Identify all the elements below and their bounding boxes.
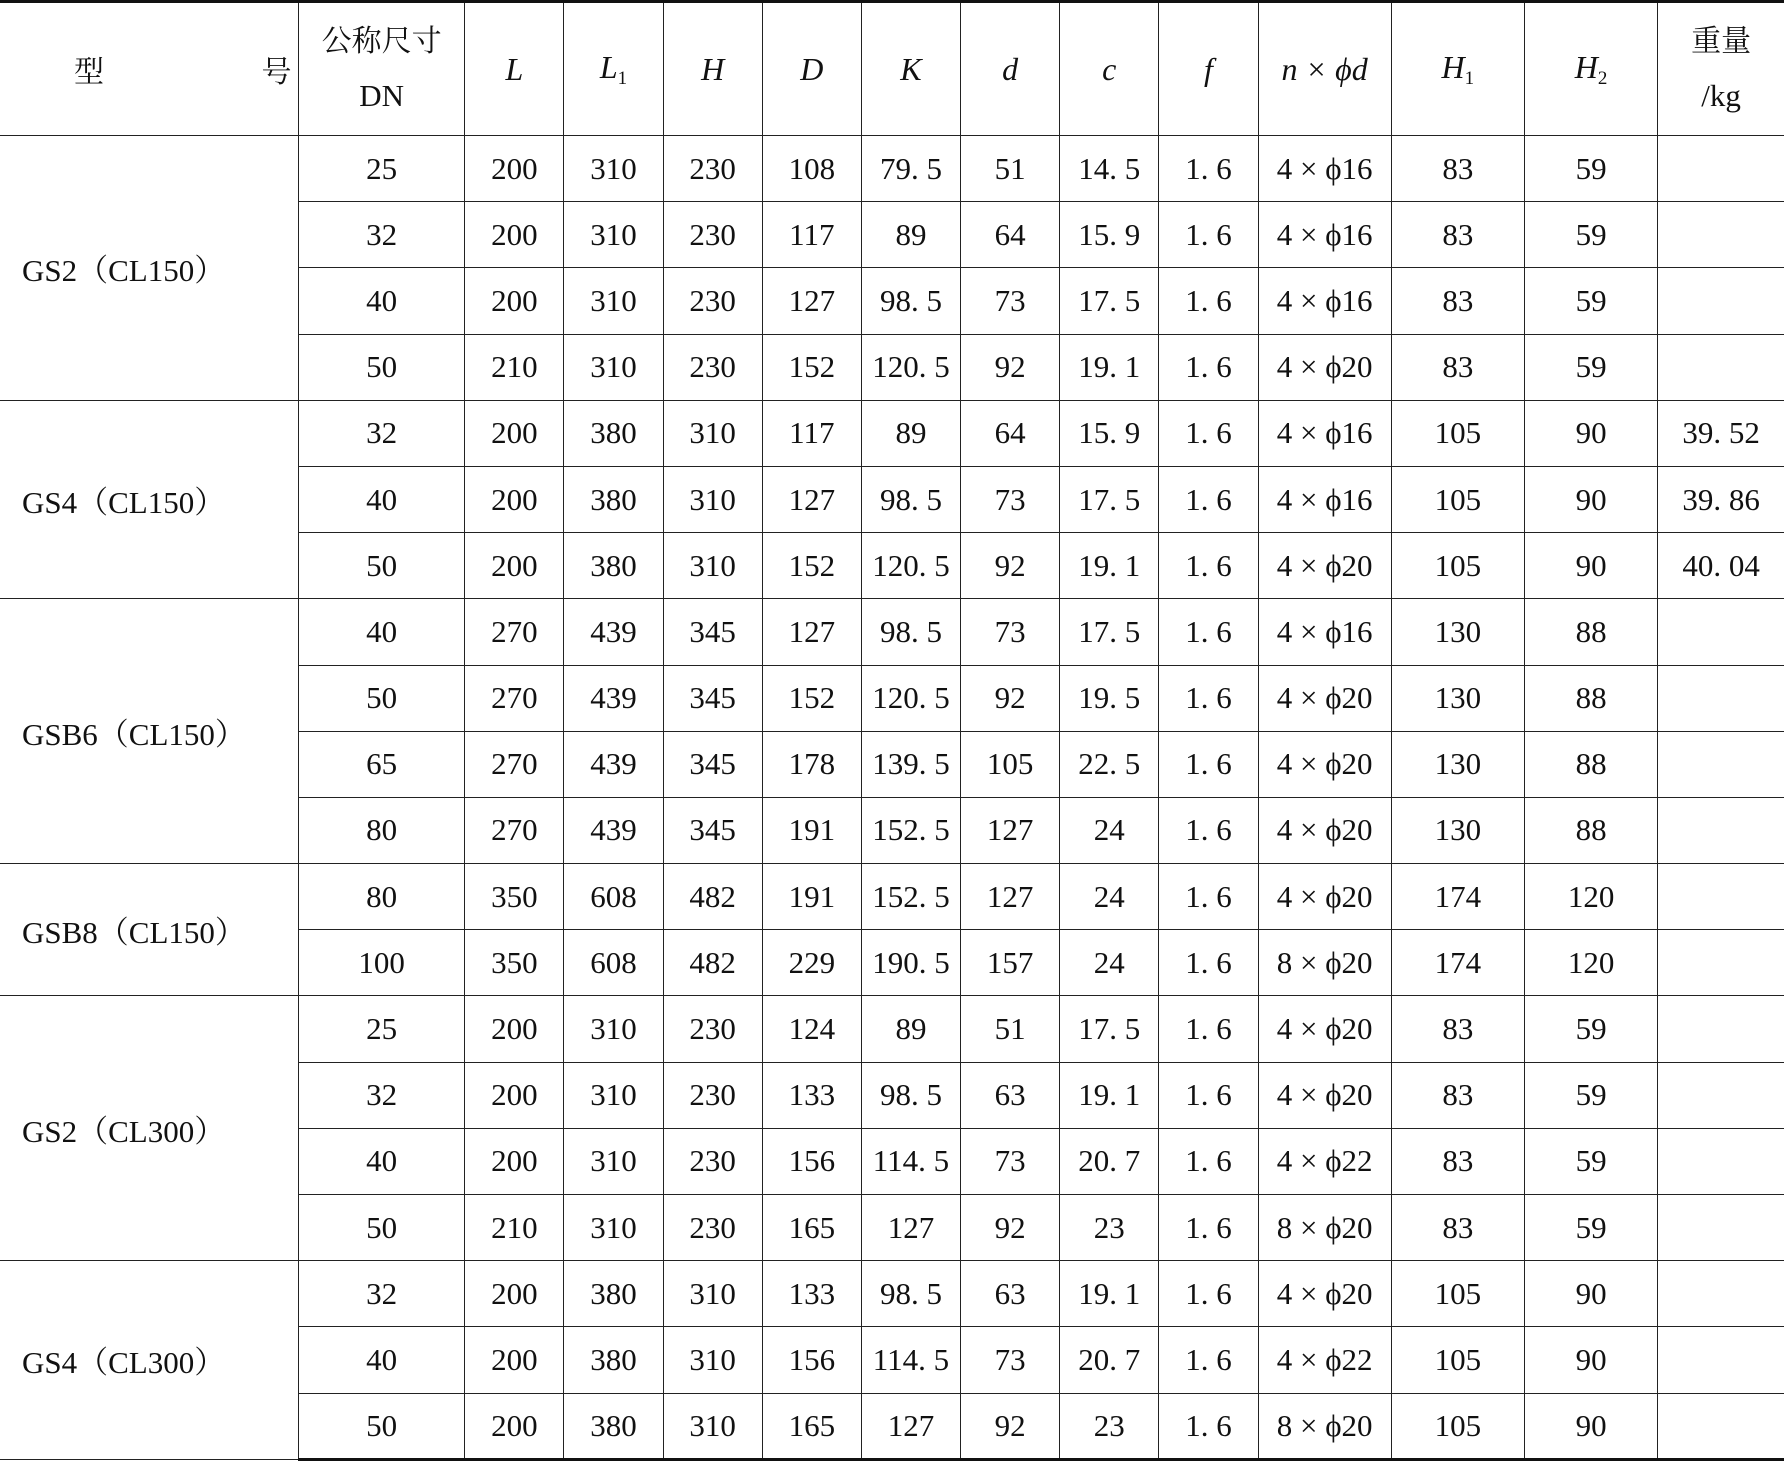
cell-H: 345 xyxy=(663,599,762,665)
header-K: K xyxy=(861,2,960,136)
cell-dn: 80 xyxy=(299,797,465,863)
cell-f: 1. 6 xyxy=(1159,1261,1258,1327)
cell-dn: 32 xyxy=(299,202,465,268)
cell-D: 108 xyxy=(762,136,861,202)
cell-H1: 130 xyxy=(1391,797,1524,863)
cell-H: 310 xyxy=(663,1393,762,1459)
cell-H2: 120 xyxy=(1524,864,1657,930)
table-body xyxy=(0,136,1784,1460)
cell-L: 200 xyxy=(465,1128,564,1194)
header-d: d xyxy=(961,2,1060,136)
cell-H2: 59 xyxy=(1524,202,1657,268)
header-f: f xyxy=(1159,2,1258,136)
cell-d: 51 xyxy=(961,136,1060,202)
cell-D: 133 xyxy=(762,1261,861,1327)
cell-weight xyxy=(1658,1393,1784,1459)
cell-K: 89 xyxy=(861,996,960,1062)
cell-L1: 310 xyxy=(564,268,663,334)
cell-L: 200 xyxy=(465,466,564,532)
cell-f: 1. 6 xyxy=(1159,202,1258,268)
cell-weight xyxy=(1658,665,1784,731)
cell-L: 270 xyxy=(465,599,564,665)
cell-dn: 100 xyxy=(299,930,465,996)
cell-K: 190. 5 xyxy=(861,930,960,996)
cell-bolt-holes: 4 × ϕ20 xyxy=(1258,1062,1391,1128)
cell-L1: 380 xyxy=(564,533,663,599)
cell-d: 92 xyxy=(961,334,1060,400)
cell-L1: 439 xyxy=(564,731,663,797)
cell-c: 23 xyxy=(1060,1393,1159,1459)
cell-bolt-holes: 4 × ϕ16 xyxy=(1258,400,1391,466)
cell-c: 19. 1 xyxy=(1060,334,1159,400)
cell-H2: 88 xyxy=(1524,731,1657,797)
cell-H2: 90 xyxy=(1524,533,1657,599)
cell-D: 117 xyxy=(762,202,861,268)
cell-L1: 439 xyxy=(564,797,663,863)
cell-f: 1. 6 xyxy=(1159,334,1258,400)
cell-D: 156 xyxy=(762,1327,861,1393)
cell-K: 89 xyxy=(861,400,960,466)
cell-dn: 50 xyxy=(299,533,465,599)
cell-L: 200 xyxy=(465,533,564,599)
cell-L1: 380 xyxy=(564,400,663,466)
header-weight xyxy=(1658,2,1784,136)
cell-L: 210 xyxy=(465,334,564,400)
cell-L1: 310 xyxy=(564,334,663,400)
cell-d: 92 xyxy=(961,533,1060,599)
cell-dn: 40 xyxy=(299,466,465,532)
cell-K: 98. 5 xyxy=(861,1062,960,1128)
cell-K: 120. 5 xyxy=(861,665,960,731)
cell-bolt-holes: 8 × ϕ20 xyxy=(1258,1195,1391,1261)
cell-H: 230 xyxy=(663,202,762,268)
cell-H: 230 xyxy=(663,1128,762,1194)
cell-weight xyxy=(1658,1327,1784,1393)
cell-d: 64 xyxy=(961,400,1060,466)
cell-L1: 380 xyxy=(564,1327,663,1393)
model-cell: GS2（CL150） xyxy=(0,136,299,401)
cell-H2: 59 xyxy=(1524,136,1657,202)
cell-c: 17. 5 xyxy=(1060,466,1159,532)
cell-D: 191 xyxy=(762,864,861,930)
cell-H2: 90 xyxy=(1524,400,1657,466)
cell-f: 1. 6 xyxy=(1159,797,1258,863)
cell-f: 1. 6 xyxy=(1159,1327,1258,1393)
cell-H: 230 xyxy=(663,996,762,1062)
cell-f: 1. 6 xyxy=(1159,1062,1258,1128)
cell-bolt-holes: 4 × ϕ20 xyxy=(1258,731,1391,797)
cell-d: 63 xyxy=(961,1261,1060,1327)
cell-H2: 90 xyxy=(1524,466,1657,532)
cell-K: 114. 5 xyxy=(861,1128,960,1194)
cell-K: 139. 5 xyxy=(861,731,960,797)
cell-H2: 59 xyxy=(1524,996,1657,1062)
cell-L1: 380 xyxy=(564,1393,663,1459)
cell-H2: 90 xyxy=(1524,1261,1657,1327)
cell-H: 310 xyxy=(663,533,762,599)
cell-H2: 90 xyxy=(1524,1327,1657,1393)
cell-L1: 380 xyxy=(564,1261,663,1327)
cell-K: 98. 5 xyxy=(861,466,960,532)
cell-H2: 59 xyxy=(1524,1062,1657,1128)
cell-H2: 59 xyxy=(1524,1195,1657,1261)
cell-K: 79. 5 xyxy=(861,136,960,202)
cell-D: 165 xyxy=(762,1393,861,1459)
table-row xyxy=(0,400,1784,466)
header-L: L xyxy=(465,2,564,136)
cell-dn: 80 xyxy=(299,864,465,930)
cell-bolt-holes: 4 × ϕ22 xyxy=(1258,1128,1391,1194)
cell-d: 64 xyxy=(961,202,1060,268)
cell-f: 1. 6 xyxy=(1159,996,1258,1062)
cell-bolt-holes: 4 × ϕ20 xyxy=(1258,533,1391,599)
cell-L: 350 xyxy=(465,864,564,930)
cell-f: 1. 6 xyxy=(1159,930,1258,996)
cell-L1: 439 xyxy=(564,665,663,731)
cell-f: 1. 6 xyxy=(1159,599,1258,665)
cell-L: 210 xyxy=(465,1195,564,1261)
cell-dn: 65 xyxy=(299,731,465,797)
cell-dn: 50 xyxy=(299,334,465,400)
cell-H2: 88 xyxy=(1524,599,1657,665)
cell-weight xyxy=(1658,1195,1784,1261)
cell-L: 200 xyxy=(465,268,564,334)
cell-c: 19. 1 xyxy=(1060,1062,1159,1128)
cell-L: 200 xyxy=(465,136,564,202)
cell-d: 73 xyxy=(961,1327,1060,1393)
cell-D: 165 xyxy=(762,1195,861,1261)
cell-d: 105 xyxy=(961,731,1060,797)
cell-f: 1. 6 xyxy=(1159,1393,1258,1459)
cell-weight xyxy=(1658,599,1784,665)
model-cell: GS4（CL150） xyxy=(0,400,299,599)
cell-d: 127 xyxy=(961,797,1060,863)
cell-weight xyxy=(1658,136,1784,202)
cell-L: 200 xyxy=(465,400,564,466)
cell-D: 178 xyxy=(762,731,861,797)
cell-bolt-holes: 4 × ϕ20 xyxy=(1258,665,1391,731)
cell-d: 73 xyxy=(961,1128,1060,1194)
cell-L1: 310 xyxy=(564,1062,663,1128)
cell-L: 270 xyxy=(465,665,564,731)
cell-d: 73 xyxy=(961,466,1060,532)
cell-H: 345 xyxy=(663,731,762,797)
cell-c: 24 xyxy=(1060,797,1159,863)
header-H2: $H_2$ xyxy=(1524,2,1657,136)
cell-c: 23 xyxy=(1060,1195,1159,1261)
cell-H1: 83 xyxy=(1391,1128,1524,1194)
cell-K: 89 xyxy=(861,202,960,268)
cell-d: 73 xyxy=(961,599,1060,665)
cell-weight xyxy=(1658,1261,1784,1327)
cell-bolt-holes: 4 × ϕ20 xyxy=(1258,1261,1391,1327)
cell-L1: 439 xyxy=(564,599,663,665)
header-H1: $H_1$ xyxy=(1391,2,1524,136)
cell-H1: 174 xyxy=(1391,864,1524,930)
cell-f: 1. 6 xyxy=(1159,665,1258,731)
cell-weight xyxy=(1658,1128,1784,1194)
cell-c: 24 xyxy=(1060,930,1159,996)
header-bolt-holes: n × ϕd xyxy=(1258,2,1391,136)
cell-H1: 105 xyxy=(1391,1261,1524,1327)
cell-c: 17. 5 xyxy=(1060,268,1159,334)
cell-H1: 83 xyxy=(1391,202,1524,268)
header-nominal-size-label: 公称尺寸 xyxy=(321,24,442,59)
table-row xyxy=(0,1261,1784,1327)
table-row xyxy=(0,136,1784,202)
cell-bolt-holes: 4 × ϕ20 xyxy=(1258,797,1391,863)
cell-c: 20. 7 xyxy=(1060,1327,1159,1393)
cell-H: 310 xyxy=(663,1327,762,1393)
cell-c: 15. 9 xyxy=(1060,202,1159,268)
cell-H2: 90 xyxy=(1524,1393,1657,1459)
cell-H1: 105 xyxy=(1391,533,1524,599)
cell-c: 17. 5 xyxy=(1060,996,1159,1062)
table-row xyxy=(0,996,1784,1062)
header-row xyxy=(0,2,1784,136)
cell-H: 345 xyxy=(663,665,762,731)
cell-H1: 105 xyxy=(1391,1393,1524,1459)
cell-H1: 83 xyxy=(1391,334,1524,400)
cell-f: 1. 6 xyxy=(1159,731,1258,797)
cell-bolt-holes: 8 × ϕ20 xyxy=(1258,1393,1391,1459)
cell-weight xyxy=(1658,797,1784,863)
cell-L: 350 xyxy=(465,930,564,996)
cell-d: 92 xyxy=(961,1393,1060,1459)
model-cell: GS4（CL300） xyxy=(0,1261,299,1460)
cell-K: 120. 5 xyxy=(861,334,960,400)
header-H: H xyxy=(663,2,762,136)
cell-f: 1. 6 xyxy=(1159,400,1258,466)
cell-bolt-holes: 4 × ϕ20 xyxy=(1258,996,1391,1062)
cell-L: 200 xyxy=(465,996,564,1062)
cell-H: 482 xyxy=(663,864,762,930)
cell-f: 1. 6 xyxy=(1159,864,1258,930)
cell-weight xyxy=(1658,202,1784,268)
cell-weight: 40. 04 xyxy=(1658,533,1784,599)
cell-dn: 40 xyxy=(299,268,465,334)
cell-weight xyxy=(1658,996,1784,1062)
cell-H: 230 xyxy=(663,1062,762,1128)
cell-L1: 310 xyxy=(564,136,663,202)
header-nominal-size xyxy=(299,2,465,136)
cell-H1: 130 xyxy=(1391,665,1524,731)
cell-H1: 83 xyxy=(1391,1195,1524,1261)
cell-d: 51 xyxy=(961,996,1060,1062)
cell-H: 230 xyxy=(663,334,762,400)
header-nominal-size-unit: DN xyxy=(359,78,405,113)
cell-L1: 310 xyxy=(564,996,663,1062)
cell-weight xyxy=(1658,1062,1784,1128)
cell-L1: 608 xyxy=(564,930,663,996)
cell-H2: 59 xyxy=(1524,334,1657,400)
cell-K: 127 xyxy=(861,1195,960,1261)
model-cell: GSB8（CL150） xyxy=(0,864,299,996)
header-c: c xyxy=(1060,2,1159,136)
cell-c: 19. 5 xyxy=(1060,665,1159,731)
cell-D: 127 xyxy=(762,599,861,665)
cell-d: 73 xyxy=(961,268,1060,334)
cell-dn: 25 xyxy=(299,136,465,202)
cell-L: 270 xyxy=(465,797,564,863)
cell-L1: 608 xyxy=(564,864,663,930)
cell-H1: 130 xyxy=(1391,731,1524,797)
cell-L1: 380 xyxy=(564,466,663,532)
cell-d: 92 xyxy=(961,1195,1060,1261)
cell-f: 1. 6 xyxy=(1159,1128,1258,1194)
cell-c: 19. 1 xyxy=(1060,533,1159,599)
cell-H2: 88 xyxy=(1524,665,1657,731)
cell-L1: 310 xyxy=(564,202,663,268)
cell-K: 98. 5 xyxy=(861,599,960,665)
cell-dn: 40 xyxy=(299,1327,465,1393)
cell-dn: 32 xyxy=(299,400,465,466)
cell-d: 63 xyxy=(961,1062,1060,1128)
model-cell: GSB6（CL150） xyxy=(0,599,299,864)
header-D: D xyxy=(762,2,861,136)
cell-D: 124 xyxy=(762,996,861,1062)
cell-f: 1. 6 xyxy=(1159,1195,1258,1261)
cell-dn: 50 xyxy=(299,1195,465,1261)
cell-c: 14. 5 xyxy=(1060,136,1159,202)
cell-bolt-holes: 4 × ϕ16 xyxy=(1258,136,1391,202)
cell-bolt-holes: 4 × ϕ16 xyxy=(1258,202,1391,268)
cell-D: 191 xyxy=(762,797,861,863)
cell-L1: 310 xyxy=(564,1195,663,1261)
cell-bolt-holes: 4 × ϕ20 xyxy=(1258,864,1391,930)
cell-H1: 105 xyxy=(1391,1327,1524,1393)
cell-D: 117 xyxy=(762,400,861,466)
cell-bolt-holes: 4 × ϕ20 xyxy=(1258,334,1391,400)
cell-weight xyxy=(1658,864,1784,930)
cell-dn: 50 xyxy=(299,1393,465,1459)
cell-weight xyxy=(1658,930,1784,996)
cell-K: 98. 5 xyxy=(861,268,960,334)
cell-d: 157 xyxy=(961,930,1060,996)
cell-L: 200 xyxy=(465,1393,564,1459)
cell-c: 17. 5 xyxy=(1060,599,1159,665)
cell-weight: 39. 86 xyxy=(1658,466,1784,532)
cell-H2: 59 xyxy=(1524,268,1657,334)
cell-c: 19. 1 xyxy=(1060,1261,1159,1327)
cell-f: 1. 6 xyxy=(1159,533,1258,599)
cell-D: 152 xyxy=(762,334,861,400)
cell-K: 152. 5 xyxy=(861,797,960,863)
cell-dn: 40 xyxy=(299,1128,465,1194)
cell-H1: 83 xyxy=(1391,1062,1524,1128)
cell-bolt-holes: 4 × ϕ22 xyxy=(1258,1327,1391,1393)
cell-d: 92 xyxy=(961,665,1060,731)
cell-H: 310 xyxy=(663,1261,762,1327)
cell-H: 310 xyxy=(663,400,762,466)
model-cell: GS2（CL300） xyxy=(0,996,299,1261)
table-header xyxy=(0,2,1784,136)
cell-H: 310 xyxy=(663,466,762,532)
cell-H: 482 xyxy=(663,930,762,996)
cell-L: 200 xyxy=(465,1062,564,1128)
cell-L: 270 xyxy=(465,731,564,797)
cell-dn: 25 xyxy=(299,996,465,1062)
cell-H1: 174 xyxy=(1391,930,1524,996)
header-weight-label: 重量 xyxy=(1691,24,1752,59)
cell-D: 156 xyxy=(762,1128,861,1194)
cell-H1: 130 xyxy=(1391,599,1524,665)
cell-f: 1. 6 xyxy=(1159,136,1258,202)
cell-K: 114. 5 xyxy=(861,1327,960,1393)
cell-bolt-holes: 4 × ϕ16 xyxy=(1258,466,1391,532)
cell-H2: 88 xyxy=(1524,797,1657,863)
cell-H1: 83 xyxy=(1391,996,1524,1062)
cell-c: 22. 5 xyxy=(1060,731,1159,797)
cell-bolt-holes: 4 × ϕ16 xyxy=(1258,268,1391,334)
cell-H1: 83 xyxy=(1391,136,1524,202)
cell-f: 1. 6 xyxy=(1159,466,1258,532)
cell-dn: 50 xyxy=(299,665,465,731)
cell-H: 230 xyxy=(663,136,762,202)
cell-K: 152. 5 xyxy=(861,864,960,930)
cell-H: 230 xyxy=(663,1195,762,1261)
cell-bolt-holes: 8 × ϕ20 xyxy=(1258,930,1391,996)
cell-D: 133 xyxy=(762,1062,861,1128)
cell-K: 120. 5 xyxy=(861,533,960,599)
cell-weight: 39. 52 xyxy=(1658,400,1784,466)
cell-dn: 32 xyxy=(299,1062,465,1128)
cell-dn: 40 xyxy=(299,599,465,665)
header-L1: $L_1$ xyxy=(564,2,663,136)
cell-weight xyxy=(1658,334,1784,400)
cell-weight xyxy=(1658,268,1784,334)
cell-L: 200 xyxy=(465,202,564,268)
cell-K: 127 xyxy=(861,1393,960,1459)
cell-dn: 32 xyxy=(299,1261,465,1327)
cell-c: 20. 7 xyxy=(1060,1128,1159,1194)
cell-H: 230 xyxy=(663,268,762,334)
cell-D: 127 xyxy=(762,268,861,334)
cell-K: 98. 5 xyxy=(861,1261,960,1327)
cell-f: 1. 6 xyxy=(1159,268,1258,334)
cell-L1: 310 xyxy=(564,1128,663,1194)
cell-H2: 59 xyxy=(1524,1128,1657,1194)
table-row xyxy=(0,864,1784,930)
cell-H1: 83 xyxy=(1391,268,1524,334)
cell-L: 200 xyxy=(465,1327,564,1393)
cell-H: 345 xyxy=(663,797,762,863)
cell-c: 15. 9 xyxy=(1060,400,1159,466)
cell-D: 127 xyxy=(762,466,861,532)
table-row xyxy=(0,599,1784,665)
cell-bolt-holes: 4 × ϕ16 xyxy=(1258,599,1391,665)
cell-H1: 105 xyxy=(1391,400,1524,466)
cell-weight xyxy=(1658,731,1784,797)
cell-c: 24 xyxy=(1060,864,1159,930)
cell-D: 152 xyxy=(762,665,861,731)
cell-D: 229 xyxy=(762,930,861,996)
header-model xyxy=(0,2,366,136)
cell-D: 152 xyxy=(762,533,861,599)
header-model-label: 型 号 xyxy=(74,55,366,90)
cell-L: 200 xyxy=(465,1261,564,1327)
cell-H2: 120 xyxy=(1524,930,1657,996)
cell-H1: 105 xyxy=(1391,466,1524,532)
cell-d: 127 xyxy=(961,864,1060,930)
header-weight-unit: /kg xyxy=(1701,78,1741,113)
